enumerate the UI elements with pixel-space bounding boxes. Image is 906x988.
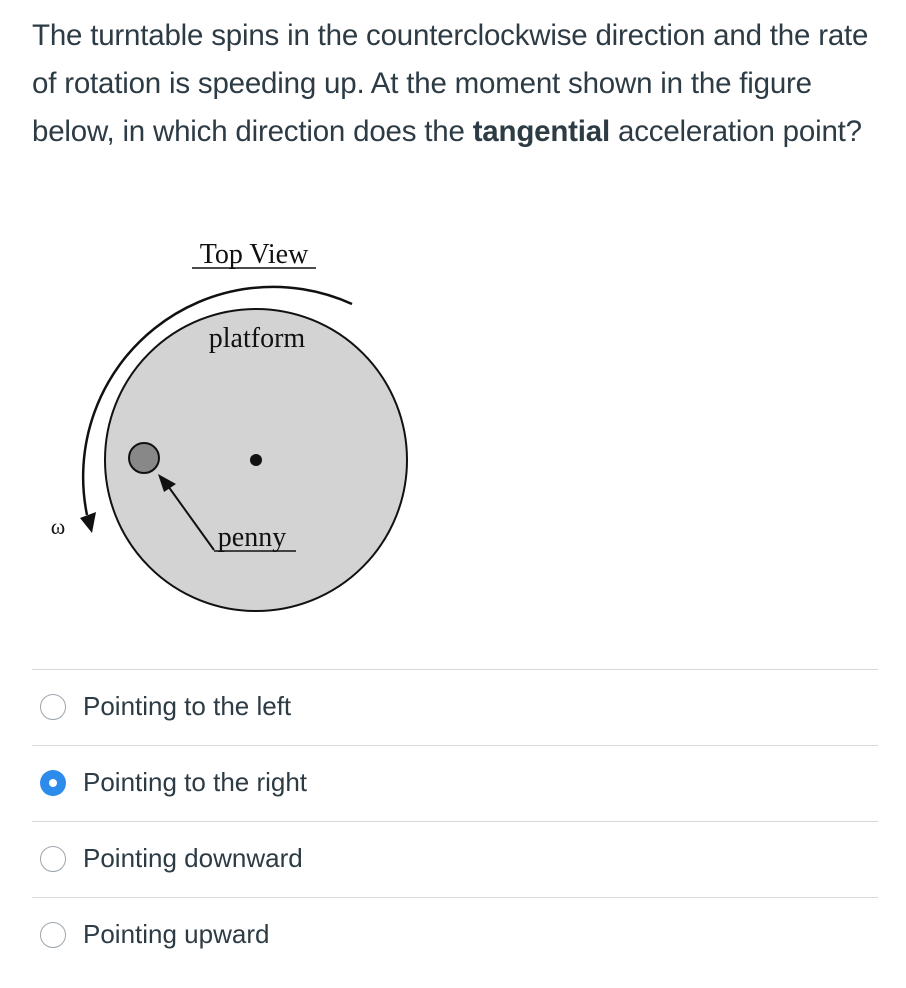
answer-label[interactable]: Pointing upward: [83, 919, 270, 949]
center-dot: [250, 454, 262, 466]
answer-option[interactable]: [32, 745, 878, 821]
penny: [129, 443, 159, 473]
rotation-arrowhead-icon: [80, 512, 96, 533]
question-text-end: acceleration point?: [610, 115, 862, 148]
answer-option[interactable]: [32, 669, 878, 745]
platform-label: platform: [208, 323, 306, 354]
radio-button[interactable]: [40, 922, 66, 948]
question-bold-term: tangential: [472, 115, 611, 148]
answer-label[interactable]: Pointing to the right: [83, 767, 308, 797]
answer-label[interactable]: Pointing to the left: [83, 691, 292, 721]
penny-label: penny: [217, 522, 287, 553]
figure-title: Top View: [199, 239, 309, 270]
answer-label[interactable]: Pointing downward: [83, 843, 303, 873]
answer-list: [32, 669, 878, 973]
answer-option[interactable]: [32, 897, 878, 973]
question-text: [32, 12, 872, 156]
turntable-figure: [40, 230, 440, 630]
radio-button[interactable]: [40, 694, 66, 720]
radio-button[interactable]: [40, 846, 66, 872]
radio-button-selected[interactable]: [40, 770, 66, 796]
answer-option[interactable]: [32, 821, 878, 897]
question-text-start: The turntable spins in the counterclockwise direction and the rate of rotation is speeding up. At the moment shown in the figure below, in which direction does the: [32, 19, 869, 148]
omega-label: ω: [50, 514, 66, 539]
